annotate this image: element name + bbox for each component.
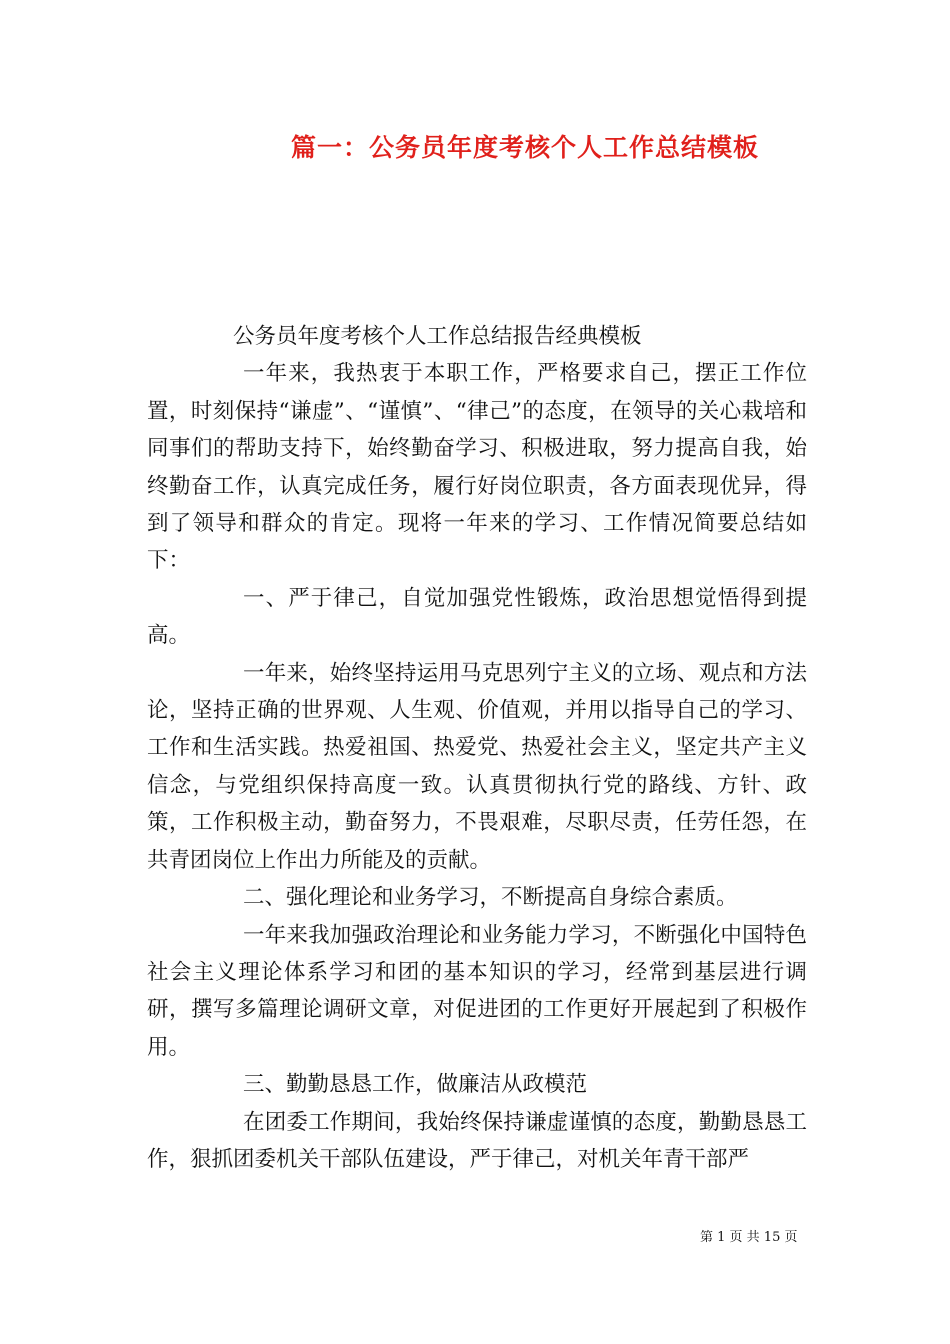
document-body <box>147 318 807 1178</box>
paragraph-section-1: 一年来，始终坚持运用马克思列宁主义的立场、观点和方法论，坚持正确的世界观、人生观、价值观，并用以指导自己的学习、工作和生活实践。热爱祖国、热爱党、热爱社会主义，坚定共产主义信念，与党组织保持高度一致。认真贯彻执行党的路线、方针、政策，工作积极主动，勤奋努力，不畏艰难，尽职尽责，任劳任怨，在共青团岗位上作出力所能及的贡献。 <box>147 660 807 873</box>
section-heading-1: 一、严于律己，自觉加强党性锻炼，政治思想觉悟得到提高。 <box>147 585 807 649</box>
section-heading-3: 三、勤勤恳恳工作，做廉洁从政模范 <box>243 1072 588 1098</box>
paragraph-intro: 一年来，我热衷于本职工作，严格要求自己，摆正工作位置，时刻保持“谦虚”、“谨慎”、“律己”的态度，在领导的关心栽培和同事们的帮助支持下，始终勤奋学习、积极进取，努力提高自我，始终勤奋工作，认真完成任务，履行好岗位职责，各方面表现优异，得到了领导和群众的肯定。现将一年来的学习、工作情况简要总结如下： <box>147 361 807 574</box>
section-heading-2: 二、强化理论和业务学习，不断提高自身综合素质。 <box>243 885 738 911</box>
document-subtitle: 公务员年度考核个人工作总结报告经典模板 <box>233 324 642 349</box>
document-title: 篇一：公务员年度考核个人工作总结模板 <box>290 133 759 162</box>
paragraph-section-3: 在团委工作期间，我始终保持谦虚谨慎的态度，勤勤恳恳工作，狠抓团委机关干部队伍建设，严于律己，对机关年青干部严 <box>147 1109 807 1172</box>
page-number: 第 1 页 共 15 页 <box>700 1230 798 1245</box>
paragraph-section-2: 一年来我加强政治理论和业务能力学习，不断强化中国特色社会主义理论体系学习和团的基本知识的学习，经常到基层进行调研，撰写多篇理论调研文章，对促进团的工作更好开展起到了积极作用。 <box>147 922 807 1060</box>
